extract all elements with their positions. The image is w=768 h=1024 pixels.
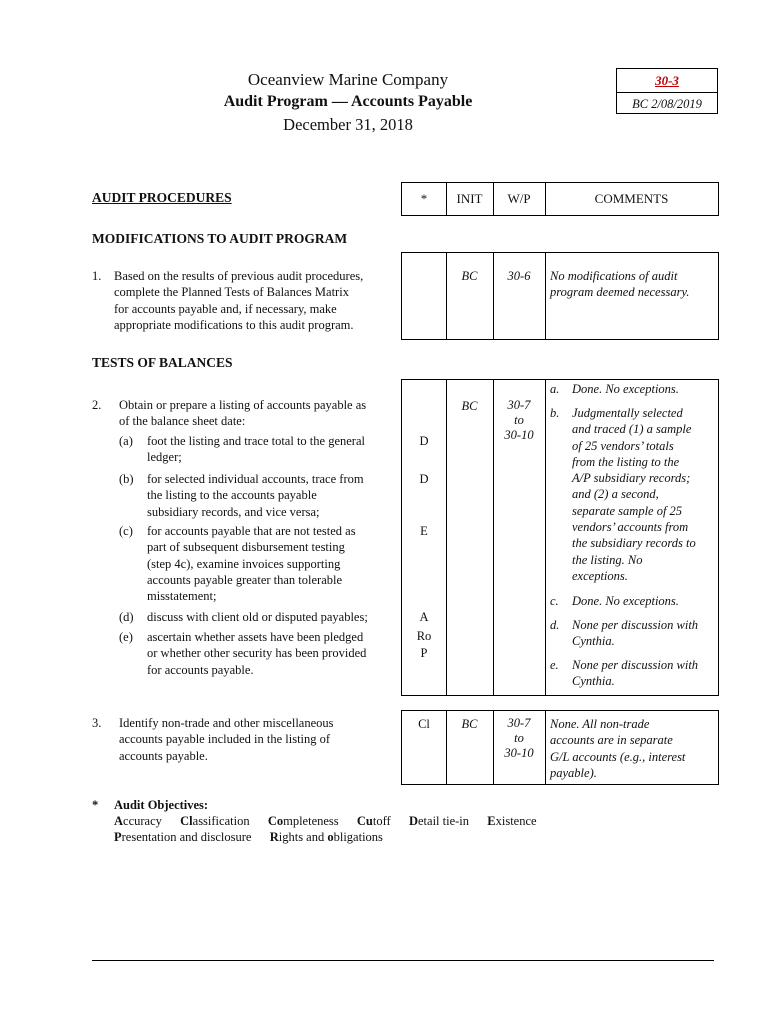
comment-e-label: e.: [550, 658, 559, 672]
objectives-asterisk: *: [92, 798, 99, 812]
comments-column-header: COMMENTS: [594, 191, 669, 206]
objective-existence: Existence: [487, 814, 537, 828]
step-2d-label: (d): [119, 610, 134, 624]
step-2d-text: discuss with client old or disputed payables;: [147, 610, 368, 624]
step-2-init: BC: [461, 399, 478, 413]
step-1-wp: 30-6: [507, 269, 531, 283]
workpaper-number: 30-3: [617, 69, 717, 93]
objective-column-header: *: [420, 191, 428, 206]
comment-d-text: None per discussion with Cynthia.: [572, 618, 699, 649]
program-title: Audit Program — Accounts Payable: [223, 93, 473, 110]
objectives-legend-row-2: [114, 829, 383, 845]
step-2c-objective: E: [420, 524, 428, 538]
comment-e-text: None per discussion with Cynthia.: [572, 658, 699, 689]
step-3-text: Identify non-trade and other miscellaneous accounts payable included in the listing of accounts payable.: [119, 716, 334, 763]
company-name: Oceanview Marine Company: [247, 70, 449, 89]
objective-completeness: Completeness: [267, 814, 339, 828]
comment-b-text: Judgmentally selected and traced (1) a sample of 25 vendors’ totals from the listing to the A/P subsidiary records; and (2) a second, separate sample of 25 vendors’ accounts from the subsidiary records to the listing. No exceptions.: [572, 406, 696, 583]
objectives-title: Audit Objectives:: [114, 798, 209, 812]
objective-presentation: Presentation and disclosure: [114, 830, 252, 844]
step-2-row: [401, 379, 719, 696]
comment-b-label: b.: [550, 406, 560, 420]
objective-classification: Classification: [180, 814, 250, 828]
comment-a-label: a.: [550, 382, 560, 396]
audit-procedures-heading: AUDIT PROCEDURES: [92, 190, 232, 205]
step-2b-text: for selected individual accounts, trace from the listing to the accounts payable subsidiary records, and vice versa;: [147, 472, 364, 519]
step-1-comment: No modifications of audit program deemed necessary.: [550, 269, 690, 300]
step-2-intro: Obtain or prepare a listing of accounts payable as of the balance sheet date:: [119, 398, 367, 429]
tests-of-balances-heading: TESTS OF BALANCES: [92, 355, 233, 370]
step-3-number: 3.: [92, 716, 102, 730]
step-2a-text: foot the listing and trace total to the general ledger;: [147, 434, 365, 465]
step-2b-label: (b): [119, 472, 134, 486]
wp-column-header: W/P: [507, 191, 531, 206]
step-2a-label: (a): [119, 434, 133, 448]
objective-accuracy: Accuracy: [114, 814, 162, 828]
objectives-legend-row-1: [114, 813, 537, 829]
workpaper-reference-box: [616, 68, 718, 114]
step-2b-objective: D: [419, 472, 429, 486]
objective-cutoff: Cutoff: [356, 814, 391, 828]
step-3-row: [401, 710, 719, 785]
modifications-heading: MODIFICATIONS TO AUDIT PROGRAM: [92, 231, 348, 246]
init-column-header: INIT: [456, 191, 483, 206]
preparer-signoff: BC 2/08/2019: [632, 97, 702, 111]
objective-detail-tie-in: Detail tie-in: [408, 814, 470, 828]
program-date: December 31, 2018: [283, 115, 413, 134]
step-3-init: BC: [461, 717, 478, 731]
footer-rule: [92, 960, 714, 961]
step-2e-objective: Ro: [416, 629, 432, 643]
column-header-row: [401, 182, 719, 216]
step-2a-objective: D: [419, 434, 429, 448]
step-3-comment: None. All non-trade accounts are in separate G/L accounts (e.g., interest payable).: [550, 717, 686, 780]
step-1-text: Based on the results of previous audit procedures, complete the Planned Tests of Balances Matrix for accounts payable and, if necessary, make appropriate modifications to this audit program.: [114, 269, 364, 332]
step-2d-objective: A: [419, 610, 429, 624]
step-1-init: BC: [461, 269, 478, 283]
step-2-number: 2.: [92, 398, 102, 412]
comment-d-label: d.: [550, 618, 560, 632]
comment-c-label: c.: [550, 594, 559, 608]
comment-c-text: Done. No exceptions.: [572, 594, 679, 608]
step-2c-text: for accounts payable that are not tested as part of subsequent disbursement testing (step 4c), examine invoices supporting accounts payable greater than tolerable misstatement;: [147, 524, 356, 604]
step-1-row: [401, 252, 719, 340]
step-3-objective: Cl: [418, 717, 430, 731]
objective-rights-obligations: Rights and obligations: [269, 830, 383, 844]
step-1-number: 1.: [92, 269, 102, 283]
step-2e-objective-extra: P: [420, 646, 428, 660]
step-2e-text: ascertain whether assets have been pledged or whether other security has been provided for accounts payable.: [147, 630, 367, 677]
step-2-wp: 30-7 to 30-10: [504, 398, 534, 442]
step-2e-label: (e): [119, 630, 133, 644]
step-2c-label: (c): [119, 524, 133, 538]
comment-a-text: Done. No exceptions.: [572, 382, 679, 396]
step-3-wp: 30-7 to 30-10: [504, 716, 534, 760]
